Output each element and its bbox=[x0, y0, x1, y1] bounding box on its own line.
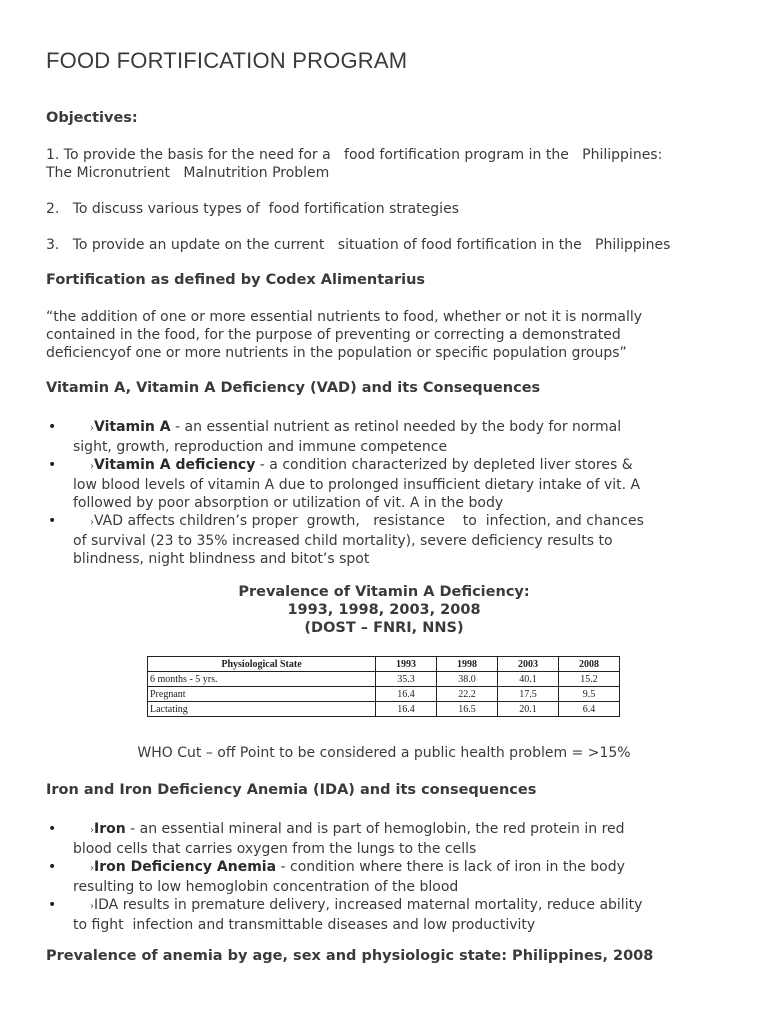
prevalence-vad-source: (DOST – FNRI, NNS) bbox=[304, 620, 464, 636]
list-item-text: VAD affects children’s proper growth, resistance to infection, and chances bbox=[94, 513, 644, 529]
list-item-text: followed by poor absorption or utilization of vit. A in the body bbox=[73, 495, 504, 511]
table-cell: Pregnant bbox=[148, 687, 376, 702]
bullet-icon: • bbox=[48, 457, 57, 473]
table-cell: 38.0 bbox=[437, 672, 498, 687]
list-item-text: - an essential nutrient as retinol needed by the body for normal bbox=[170, 419, 622, 435]
list-item-text: low blood levels of vitamin A due to prolonged insufficient dietary intake of vit. A bbox=[73, 477, 641, 493]
bullet-icon: • bbox=[48, 897, 57, 913]
codex-heading: Fortification as defined by Codex Alimentarius bbox=[46, 272, 426, 288]
prevalence-vad-years: 1993, 1998, 2003, 2008 bbox=[287, 602, 481, 618]
list-item-continuation bbox=[46, 878, 642, 896]
chevron-right-icon: › bbox=[90, 423, 94, 434]
table-row bbox=[148, 672, 620, 687]
bullet-icon: • bbox=[48, 821, 57, 837]
chevron-right-icon: › bbox=[90, 461, 94, 472]
objective-3: 3. To provide an update on the current situation of food fortification in the Philippines bbox=[46, 237, 671, 253]
column-header: 2003 bbox=[498, 657, 559, 672]
table-cell: 16.4 bbox=[376, 702, 437, 717]
list-item-text: - a condition characterized by depleted liver stores & bbox=[255, 457, 633, 473]
chevron-right-icon: › bbox=[90, 901, 94, 912]
list-item-continuation bbox=[46, 532, 644, 550]
list-item-text: - condition where there is lack of iron in the body bbox=[276, 859, 625, 875]
term-iron: Iron bbox=[94, 821, 126, 837]
bullet-icon: • bbox=[48, 513, 57, 529]
list-item bbox=[46, 456, 644, 476]
list-item-continuation bbox=[46, 438, 644, 456]
vad-prevalence-table bbox=[147, 656, 620, 717]
chevron-right-icon: › bbox=[90, 825, 94, 836]
vitamin-a-heading: Vitamin A, Vitamin A Deficiency (VAD) and its Consequences bbox=[46, 380, 541, 396]
codex-quote-line-3: deficiencyof one or more nutrients in the population or specific population groups” bbox=[46, 345, 627, 361]
objective-1-line-1: 1. To provide the basis for the need for a food fortification program in the Philippines: bbox=[46, 147, 663, 163]
list-item-continuation bbox=[46, 494, 644, 512]
term-vitamin-a-deficiency: Vitamin A deficiency bbox=[94, 457, 256, 473]
table-cell: 17.5 bbox=[498, 687, 559, 702]
table-header-row bbox=[148, 657, 620, 672]
table-cell: 15.2 bbox=[559, 672, 620, 687]
chevron-right-icon: › bbox=[90, 517, 94, 528]
list-item-text: to fight infection and transmittable diseases and low productivity bbox=[73, 917, 536, 933]
objective-2: 2. To discuss various types of food fortification strategies bbox=[46, 201, 459, 217]
table-cell: 22.2 bbox=[437, 687, 498, 702]
list-item-text: IDA results in premature delivery, increased maternal mortality, reduce ability bbox=[94, 897, 643, 913]
list-item bbox=[46, 820, 642, 840]
table-row bbox=[148, 687, 620, 702]
table-cell: 16.5 bbox=[437, 702, 498, 717]
list-item-text: blood cells that carries oxygen from the lungs to the cells bbox=[73, 841, 477, 857]
prevalence-vad-heading bbox=[0, 583, 768, 637]
document-title: FOOD FORTIFICATION PROGRAM bbox=[46, 48, 408, 73]
table-cell: 16.4 bbox=[376, 687, 437, 702]
iron-heading: Iron and Iron Deficiency Anemia (IDA) and its consequences bbox=[46, 782, 537, 798]
list-item-continuation bbox=[46, 916, 642, 934]
list-item-text: - an essential mineral and is part of hemoglobin, the red protein in red bbox=[125, 821, 625, 837]
vitamin-a-list bbox=[46, 418, 644, 568]
list-item bbox=[46, 512, 644, 532]
table-cell: 9.5 bbox=[559, 687, 620, 702]
bullet-icon: • bbox=[48, 859, 57, 875]
table-cell: 40.1 bbox=[498, 672, 559, 687]
prevalence-vad-title: Prevalence of Vitamin A Deficiency: bbox=[238, 584, 530, 600]
chevron-right-icon: › bbox=[90, 863, 94, 874]
table-cell: 6 months - 5 yrs. bbox=[148, 672, 376, 687]
codex-quote-line-1: “the addition of one or more essential nutrients to food, whether or not it is normally bbox=[46, 309, 643, 325]
table-cell: 6.4 bbox=[559, 702, 620, 717]
list-item-continuation bbox=[46, 550, 644, 568]
list-item bbox=[46, 418, 644, 438]
column-header: 1998 bbox=[437, 657, 498, 672]
list-item bbox=[46, 858, 642, 878]
bullet-icon: • bbox=[48, 419, 57, 435]
anemia-heading: Prevalence of anemia by age, sex and physiologic state: Philippines, 2008 bbox=[46, 948, 654, 964]
list-item-text: resulting to low hemoglobin concentration of the blood bbox=[73, 879, 459, 895]
table-cell: Lactating bbox=[148, 702, 376, 717]
codex-quote-line-2: contained in the food, for the purpose of preventing or correcting a demonstrated bbox=[46, 327, 621, 343]
list-item bbox=[46, 896, 642, 916]
list-item-text: sight, growth, reproduction and immune competence bbox=[73, 439, 448, 455]
column-header: Physiological State bbox=[148, 657, 376, 672]
table-cell: 35.3 bbox=[376, 672, 437, 687]
list-item-continuation bbox=[46, 476, 644, 494]
table-cell: 20.1 bbox=[498, 702, 559, 717]
list-item-text: of survival (23 to 35% increased child mortality), severe deficiency results to bbox=[73, 533, 613, 549]
list-item-continuation bbox=[46, 840, 642, 858]
list-item-text: blindness, night blindness and bitot’s spot bbox=[73, 551, 370, 567]
iron-list bbox=[46, 820, 642, 934]
objective-1-line-2: The Micronutrient Malnutrition Problem bbox=[46, 165, 330, 181]
objectives-heading: Objectives: bbox=[46, 110, 138, 126]
column-header: 2008 bbox=[559, 657, 620, 672]
table-row bbox=[148, 702, 620, 717]
term-vitamin-a: Vitamin A bbox=[94, 419, 171, 435]
term-iron-deficiency-anemia: Iron Deficiency Anemia bbox=[94, 859, 277, 875]
who-cutoff-note: WHO Cut – off Point to be considered a public health problem = >15% bbox=[137, 745, 631, 761]
column-header: 1993 bbox=[376, 657, 437, 672]
